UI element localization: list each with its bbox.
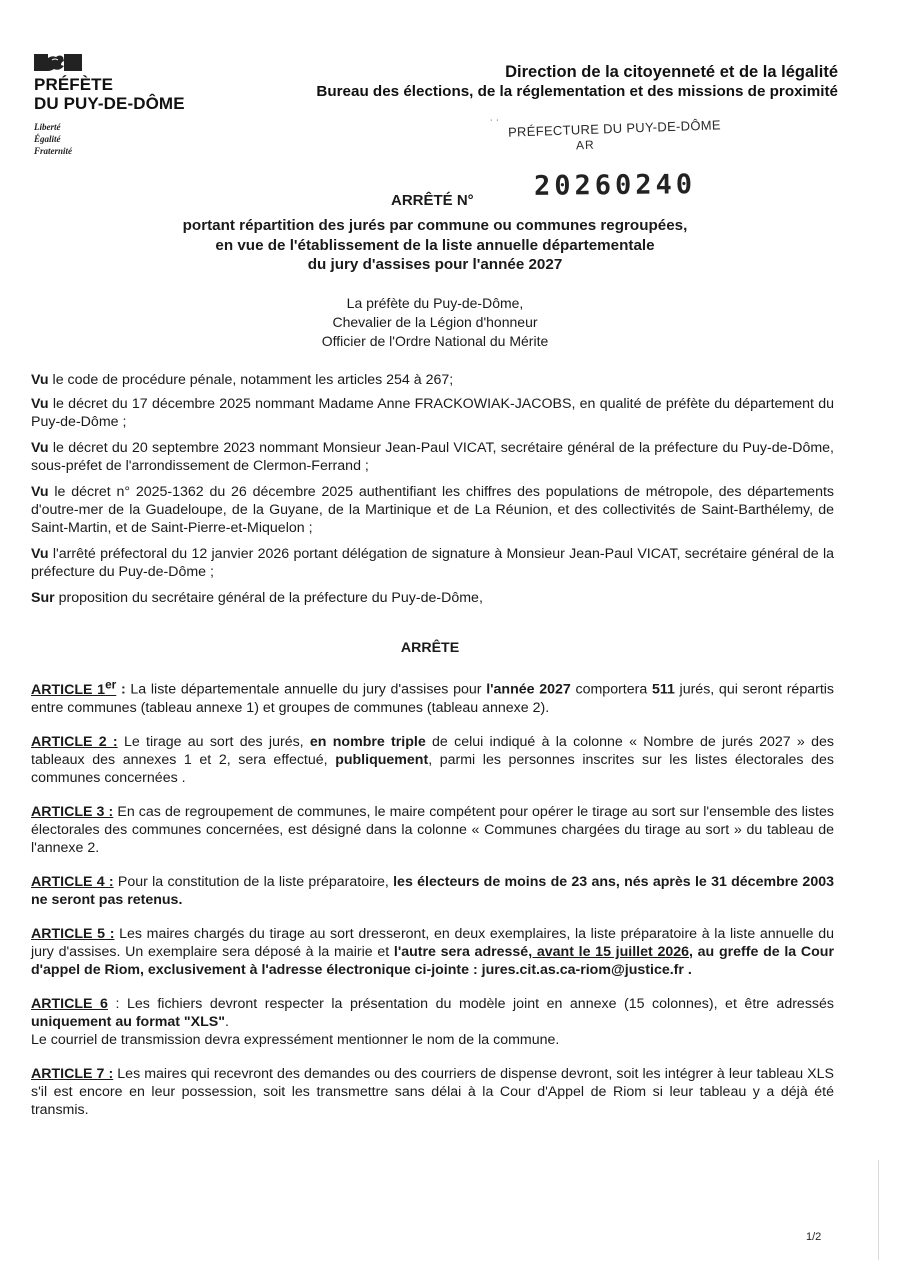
stamp-prefecture: PRÉFECTURE DU PUY-DE-DÔME xyxy=(507,117,722,140)
article-6: ARTICLE 6 : Les fichiers devront respecter la présentation du modèle joint en annexe (15 colonnes), et être adressés uniquement au format "XLS". Le courriel de transmission devra expressément mentionner le nom de la commune. xyxy=(31,995,834,1048)
arrete-number: 20260240 xyxy=(533,169,697,202)
scan-edge xyxy=(878,1160,879,1260)
prefecture-logo-block xyxy=(34,52,224,157)
arrete-title: portant répartition des jurés par commune ou communes regroupées, en vue de l'établissement de la liste annuelle départementale du jury d'assises pour l'année 2027 xyxy=(182,217,688,273)
article-2: ARTICLE 2 : Le tirage au sort des jurés, en nombre triple de celui indiqué à la colonne « Nombre de jurés 2027 » des tableaux des annexes 1 et 2, sera effectué, publiquement, parmi les personnes inscrites sur les listes électorales des communes concernées . xyxy=(31,733,834,786)
proposal-item: Sur proposition du secrétaire général de la préfecture du Puy-de-Dôme, xyxy=(31,590,483,606)
legal-basis-item: Vu le décret du 20 septembre 2023 nommant Monsieur Jean-Paul VICAT, secrétaire général de la préfecture du Puy-de-Dôme, sous-préfet de l'arrondissement de Clermon-Ferrand ; xyxy=(31,440,834,474)
page-number: 1/2 xyxy=(806,1231,822,1243)
bureau-name: Bureau des élections, de la réglementation et des missions de proximité xyxy=(316,83,838,100)
article-label: ARTICLE 7 : xyxy=(31,1065,114,1082)
article-4: ARTICLE 4 : Pour la constitution de la liste préparatoire, les électeurs de moins de 23 ans, nés après le 31 décembre 2003 ne seront pas retenus. xyxy=(31,873,834,908)
articles xyxy=(31,675,834,1135)
reception-stamp xyxy=(490,117,738,161)
issuing-department xyxy=(316,62,838,102)
article-label: ARTICLE 1er xyxy=(31,677,117,698)
legal-basis-item: Vu l'arrêté préfectoral du 12 janvier 2026 portant délégation de signature à Monsieur Jean-Paul VICAT, secrétaire général de la préfecture du Puy-de-Dôme ; xyxy=(31,546,834,580)
arrete-label: ARRÊTÉ N° xyxy=(391,192,474,209)
legal-basis-item: Vu le code de procédure pénale, notamment les articles 254 à 267; xyxy=(31,372,454,388)
article-3: ARTICLE 3 : En cas de regroupement de communes, le maire compétent pour opérer le tirage au sort sur l'ensemble des listes électorales des communes concernées, est désigné dans la colonne « Communes chargées du tirage au sort » du tableau de l'annexe 2. xyxy=(31,803,834,856)
stamp-mark: ˙ ˙ xyxy=(490,119,500,130)
article-label: ARTICLE 6 xyxy=(31,995,108,1012)
legal-basis-list xyxy=(31,371,834,615)
stamp-arrival: AR xyxy=(575,137,595,153)
article-label: ARTICLE 3 : xyxy=(31,803,114,820)
article-5: ARTICLE 5 : Les maires chargés du tirage au sort dresseront, en deux exemplaires, la liste préparatoire à la liste annuelle du jury d'assises. Un exemplaire sera déposé à la mairie et l'autre sera adressé, avant le 15 juillet 2026, au greffe de la Cour d'appel de Riom, exclusivement à l'adresse électronique ci-jointe : jures.cit.as.ca-riom@justice.fr . xyxy=(31,925,834,978)
prefect-identity: La préfète du Puy-de-Dôme, Chevalier de la Légion d'honneur Officier de l'Ordre National du Mérite xyxy=(321,295,549,349)
article-1: ARTICLE 1er : La liste départementale annuelle du jury d'assises pour l'année 2027 comportera 511 jurés, qui seront répartis entre communes (tableau annexe 1) et groupes de communes (tableau annexe 2). xyxy=(31,677,835,716)
article-label: ARTICLE 4 : xyxy=(31,873,114,890)
prefecture-name: PRÉFÈTE DU PUY-DE-DÔME xyxy=(34,75,185,113)
legal-basis-item: Vu le décret du 17 décembre 2025 nommant Madame Anne FRACKOWIAK-JACOBS, en qualité de préfète du département du Puy-de-Dôme ; xyxy=(31,396,834,430)
legal-basis-item: Vu le décret n° 2025-1362 du 26 décembre 2025 authentifiant les chiffres des populations de métropole, des départements d'outre-mer de la Guadeloupe, de la Guyane, de la Martinique et de La Réunion, et des collectivités de Saint-Barthélemy, de Saint-Martin, et de Saint-Pierre-et-Miquelon ; xyxy=(31,484,834,536)
article-label: ARTICLE 2 : xyxy=(31,733,118,750)
republic-motto: Liberté Égalité Fraternité xyxy=(34,122,73,156)
article-label: ARTICLE 5 : xyxy=(31,925,115,942)
decision-heading: ARRÊTE xyxy=(400,640,460,656)
direction-name: Direction de la citoyenneté et de la légalité xyxy=(505,63,838,81)
marianne-logo-icon xyxy=(34,52,84,72)
article-7: ARTICLE 7 : Les maires qui recevront des demandes ou des courriers de dispense devront, soit les intégrer à leur tableau XLS s'il est encore en leur possession, soit les transmettre sans délai à la Cour d'Appel de Riom si leur tableau y a déjà été transmis. xyxy=(31,1065,834,1118)
